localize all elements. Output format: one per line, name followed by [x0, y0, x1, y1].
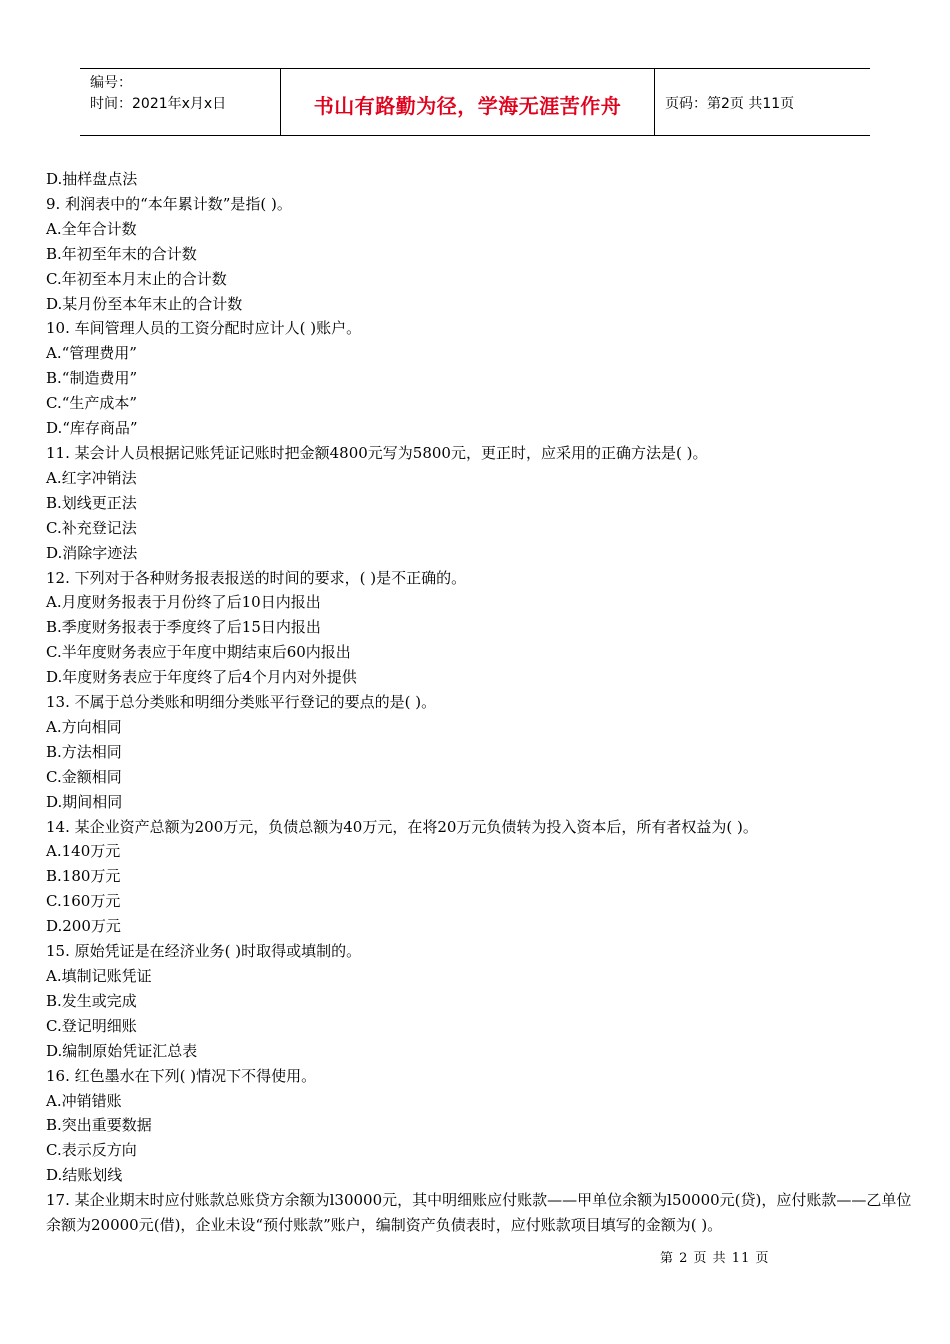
answer-option: D.200万元	[46, 917, 121, 936]
question-stem: 15. 原始凭证是在经济业务( )时取得或填制的。	[46, 942, 362, 961]
answer-option: B.180万元	[46, 867, 121, 886]
question-stem: 12. 下列对于各种财务报表报送的时间的要求，( )是不正确的。	[46, 568, 467, 587]
date-label: 时间：2021年x月x日	[90, 96, 227, 112]
answer-option: B.年初至年末的合计数	[46, 244, 197, 263]
answer-option: A.全年合计数	[46, 219, 137, 238]
motto: 书山有路勤为径，学海无涯苦作舟	[313, 93, 622, 118]
answer-option: D.某月份至本年末止的合计数	[46, 294, 243, 313]
answer-option: B.方法相同	[46, 742, 122, 761]
answer-option: C.登记明细账	[46, 1016, 137, 1035]
question-paragraph: 17. 某企业期末时应付账款总账贷方余额为l30000元，其中明细账应付账款——甲单位余额为l50000元(贷)，应付账款——乙单位余额为20000元(借)，企业未设“预付账款”账户，编制资产负债表时，应付账款项目填写的金额为( )。	[46, 1191, 912, 1235]
answer-option: D.“库存商品”	[46, 419, 138, 438]
question-content	[46, 167, 912, 1238]
answer-option: A.方向相同	[46, 717, 122, 736]
answer-option: C.表示反方向	[46, 1141, 137, 1160]
page-header	[80, 68, 870, 136]
page-footer: 第 2 页 共 11 页	[660, 1251, 770, 1266]
answer-option: D.抽样盘点法	[46, 170, 138, 188]
answer-option: D.消除字迹法	[46, 543, 138, 562]
answer-option: A.填制记账凭证	[46, 967, 152, 985]
page-info: 页码：第2页 共11页	[665, 96, 795, 112]
header-meta	[80, 69, 281, 135]
question-stem: 11. 某会计人员根据记账凭证记账时把金额4800元写为5800元，更正时，应采用的正确方法是( )。	[46, 443, 708, 462]
answer-option: D.期间相同	[46, 792, 123, 811]
answer-option: D.年度财务表应于年度终了后4个月内对外提供	[46, 668, 357, 687]
answer-option: B.划线更正法	[46, 493, 137, 512]
answer-option: C.金额相同	[46, 767, 122, 786]
answer-option: D.编制原始凭证汇总表	[46, 1041, 198, 1060]
answer-option: C.160万元	[46, 892, 121, 911]
question-stem: 9. 利润表中的“本年累计数”是指( )。	[46, 194, 292, 213]
question-stem: 13. 不属于总分类账和明细分类账平行登记的要点的是( )。	[46, 693, 437, 712]
answer-option: C.“生产成本”	[46, 394, 138, 413]
answer-option: A.140万元	[46, 842, 121, 861]
answer-option: D.结账划线	[46, 1166, 123, 1185]
answer-option: B.“制造费用”	[46, 369, 138, 388]
answer-option: B.季度财务报表于季度终了后15日内报出	[46, 618, 321, 637]
answer-option: B.突出重要数据	[46, 1116, 152, 1135]
question-stem: 10. 车间管理人员的工资分配时应计人( )账户。	[46, 319, 362, 338]
question-stem: 16. 红色墨水在下列( )情况下不得使用。	[46, 1066, 317, 1085]
question-stem: 14. 某企业资产总额为200万元，负债总额为40万元，在将20万元负债转为投入资本后，所有者权益为( )。	[46, 817, 758, 836]
answer-option: A.“管理费用”	[46, 344, 137, 363]
answer-option: B.发生或完成	[46, 991, 137, 1010]
answer-option: C.半年度财务表应于年度中期结束后60内报出	[46, 643, 351, 662]
answer-option: A.红字冲销法	[46, 468, 137, 487]
answer-option: A.冲销错账	[46, 1091, 122, 1110]
header-page-info	[655, 69, 870, 135]
answer-option: C.补充登记法	[46, 518, 137, 537]
number-label: 编号：	[90, 75, 132, 91]
answer-option: A.月度财务报表于月份终了后10日内报出	[46, 593, 321, 612]
answer-option: C.年初至本月末止的合计数	[46, 269, 227, 288]
header-motto-cell	[281, 69, 655, 135]
